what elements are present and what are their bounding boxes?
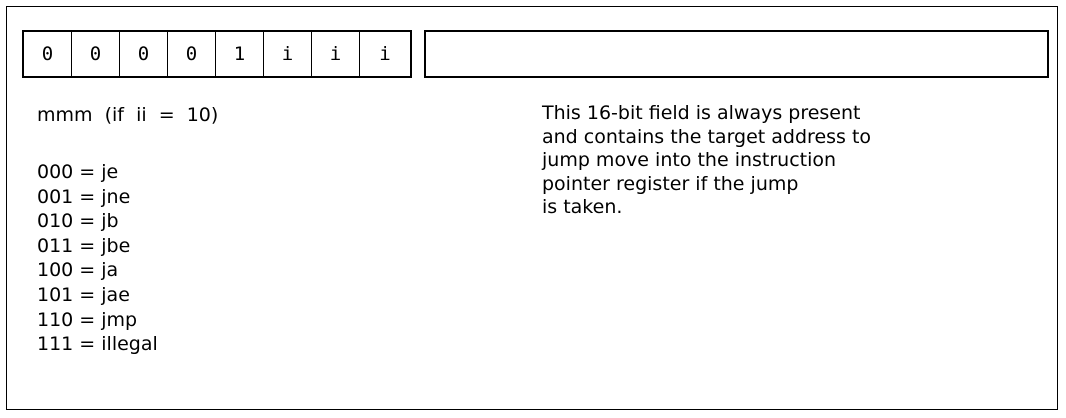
condition-mnemonic: je: [101, 161, 119, 183]
condition-mnemonic: jne: [101, 185, 131, 208]
condition-code: 110: [37, 308, 74, 331]
opcode-bit-4: 0: [168, 32, 216, 76]
opcode-bit-3: 1: [216, 32, 264, 76]
address-field-description: [542, 102, 871, 220]
condition-item: 011 = jbe: [37, 234, 131, 257]
condition-code: 100: [37, 259, 74, 282]
condition-code: 001: [37, 185, 74, 208]
condition-mnemonic: illegal: [101, 333, 158, 356]
condition-code: 011: [37, 234, 74, 257]
opcode-bit-7: 0: [24, 32, 72, 76]
condition-mnemonic: jb: [101, 210, 119, 233]
condition-item: 100 = ja: [37, 259, 119, 282]
condition-mnemonic: ja: [101, 259, 119, 282]
opcode-bit-2: i: [264, 32, 312, 76]
description-line: jump move into the instruction: [542, 149, 837, 171]
condition-code: 111: [37, 333, 74, 356]
opcode-bit-0: i: [379, 43, 391, 65]
condition-mnemonic: jbe: [101, 234, 131, 257]
description-line: is taken.: [542, 196, 623, 218]
mmm-heading: mmm (if ii = 10): [37, 104, 219, 126]
opcode-bit-6: 0: [72, 32, 120, 76]
description-line: and contains the target address to: [542, 125, 872, 148]
condition-item: 110 = jmp: [37, 308, 138, 331]
condition-mnemonic: jmp: [101, 308, 138, 331]
address-field-box: [424, 30, 1049, 78]
opcode-bit-1: i: [312, 32, 360, 76]
condition-code-list: [37, 160, 158, 357]
condition-item: 001 = jne: [37, 185, 131, 208]
condition-code: 101: [37, 283, 74, 306]
description-line: pointer register if the jump: [542, 172, 799, 195]
condition-item: 101 = jae: [37, 283, 130, 306]
condition-code: 010: [37, 210, 74, 233]
condition-item: 000 = je: [37, 161, 119, 183]
condition-item: 111 = illegal: [37, 333, 158, 356]
condition-item: 010 = jb: [37, 210, 119, 233]
opcode-byte: [22, 30, 412, 78]
condition-code: 000: [37, 161, 74, 183]
opcode-bit-5: 0: [120, 32, 168, 76]
condition-mnemonic: jae: [101, 283, 130, 306]
description-line: This 16-bit field is always present: [542, 102, 861, 124]
